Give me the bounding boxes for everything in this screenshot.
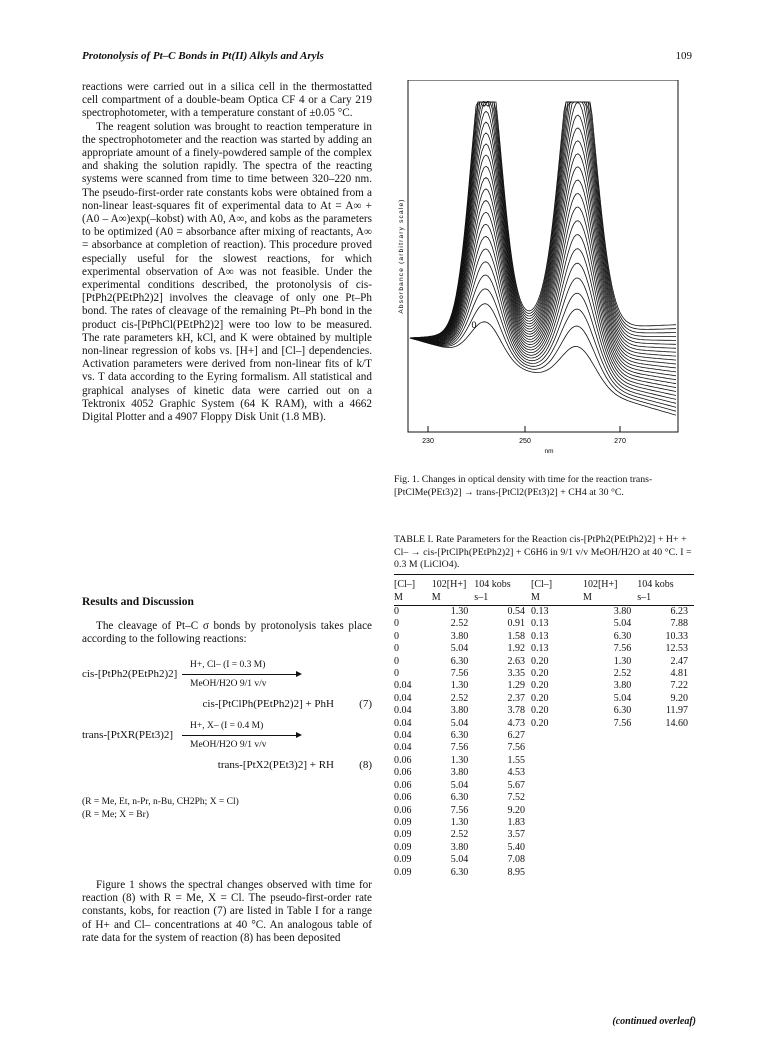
table-cell: 7.56 [507,742,525,754]
unit-3: s–1 [474,592,531,606]
table-cell: 3.57 [507,829,525,841]
table-cell [637,792,694,804]
table-cell: 6.30 [450,866,469,878]
table-cell [531,867,583,879]
table-cell: 0.04 [394,680,412,692]
table-cell: 0.09 [394,816,412,828]
reaction-8-product: trans-[PtX2(PEt3)2] + RH [217,759,334,771]
table-cell [531,854,583,866]
table-cell: 3.80 [613,606,632,617]
unit-2: M [432,592,475,606]
table-cell: 5.04 [450,717,469,729]
table-cell: 2.37 [507,692,525,704]
table-row [394,643,694,655]
table-cell: 6.30 [450,655,469,667]
table-cell: 2.52 [450,692,469,704]
table-cell: 0.06 [394,767,412,779]
table-cell: 2.52 [613,668,632,680]
table-cell: 0.13 [530,643,549,655]
table-cell: 3.80 [450,767,469,779]
table-cell: 5.04 [450,854,469,866]
tick-label-230: 230 [422,438,434,445]
tick-label-270: 270 [614,438,626,445]
table-cell [531,829,583,841]
intro-paragraph-1: reactions were carried out in a silica cell in the thermostatted cell compartment of a double-beam Optica CF 4 or a Cary 219 spectrophotometer, with a temperature constant of ±0.05 °C. [82,81,372,120]
final-paragraph: Figure 1 shows the spectral changes observed with time for reaction (8) with R = Me, X = Cl. The pseudo-first-order rate constants, kobs, for reaction (7) are listed in Table I for a range of H+ and Cl– concentrations at 40 °C. An analogous table of rate data for the system of reaction (8) has been deposited [82,879,372,944]
col-header-cl-1: [Cl–] [394,575,432,593]
tick-label-250: 250 [519,438,531,445]
table-cell [637,755,694,767]
table-cell: 1.30 [450,754,469,766]
table-cell: 7.56 [450,668,469,680]
reaction-7-reactant: cis-[PtPh2(PEtPh2)2] [82,668,178,680]
table-cell [531,730,583,742]
zero-label: 0 [471,320,477,330]
infinity-label: ∞ [480,96,492,112]
table-cell [583,854,637,866]
continued-note: (continued overleaf) [612,1016,696,1027]
figure-1 [394,80,694,464]
table-cell: 6.30 [613,705,632,717]
table-cell: 0 [394,630,399,642]
table-row [394,854,694,866]
figure-caption: Fig. 1. Changes in optical density with time for the reaction trans-[PtClMe(PEt3)2] → trans-[PtCl2(PEt3)2] + CH4 at 30 °C. [394,474,653,498]
table-row [394,718,694,730]
plot-frame [408,80,678,432]
col-header-kobs-1: 104 kobs [474,575,531,593]
results-paragraph: The cleavage of Pt–C σ bonds by protonolysis takes place according to the following reactions: [82,620,372,646]
table-cell: 1.30 [450,606,469,617]
table-cell: 0.20 [530,717,549,729]
table-cell: 1.58 [507,630,525,642]
table-cell: 0 [394,668,399,680]
table-row [394,792,694,804]
table-cell: 0.20 [530,680,549,692]
table-cell: 1.30 [450,816,469,828]
table-cell: 4.81 [670,668,688,680]
col-header-cl-2: [Cl–] [531,575,583,593]
x-axis-label: nm [544,448,554,455]
table-cell: 0.04 [394,742,412,754]
table-cell: 5.04 [450,779,469,791]
table-cell: 7.52 [507,792,525,804]
table-cell: 0.04 [394,717,412,729]
table-cell: 14.60 [665,717,688,729]
table-cell: 2.52 [450,829,469,841]
table-row [394,618,694,630]
table-row [394,656,694,668]
table-cell [637,867,694,879]
table-cell: 1.30 [613,655,632,667]
table-cell: 5.04 [613,618,632,630]
spectrum-curve [410,102,676,344]
table-cell: 1.83 [507,816,525,828]
table-cell: 3.78 [507,705,525,717]
table-cell: 6.23 [670,606,688,617]
table-cell: 0.09 [394,841,412,853]
table-row [394,742,694,754]
table-cell [637,730,694,742]
table-cell: 1.55 [507,754,525,766]
reaction-7-conditions-below: MeOH/H2O 9/1 v/v [190,679,267,689]
table-cell [531,742,583,754]
table-cell [637,805,694,817]
reaction-8-arrow [182,735,300,736]
table-cell: 0 [394,643,399,655]
table-cell [583,792,637,804]
table-cell: 7.56 [450,804,469,816]
reaction-8-conditions-below: MeOH/H2O 9/1 v/v [190,740,267,750]
table-cell [583,742,637,754]
table-row [394,606,694,619]
running-header [82,50,692,66]
table-cell: 0.20 [530,705,549,717]
col-header-h-1: 102[H+] [432,575,475,593]
table-cell [583,730,637,742]
spectrum-curve [410,102,676,348]
table-cell: 2.47 [670,655,688,667]
table-row [394,755,694,767]
table-cell: 0 [394,655,399,667]
table-cell [531,767,583,779]
table-cell: 7.56 [450,742,469,754]
table-row [394,693,694,705]
table-cell: 9.20 [507,804,525,816]
table-cell: 0.20 [530,655,549,667]
final-text [82,879,372,945]
table-cell: 5.67 [507,779,525,791]
table-row [394,705,694,717]
reaction-8-reactant: trans-[PtXR(PEt3)2] [82,729,174,741]
table-cell [637,780,694,792]
table-cell: 0.20 [530,668,549,680]
table-cell: 7.22 [670,680,688,692]
table-row [394,730,694,742]
table-cell [583,780,637,792]
table-cell: 7.88 [670,618,688,630]
table-cell [637,854,694,866]
spectra-curves [410,102,676,415]
running-head-title: Protonolysis of Pt–C Bonds in Pt(II) Alkyls and Aryls [82,50,324,62]
table-cell: 0.13 [530,618,549,630]
table-row [394,867,694,879]
table-cell: 0.04 [394,730,412,742]
table-cell [583,767,637,779]
reaction-7-arrow [182,674,300,675]
rate-table [394,574,694,879]
unit-1: M [394,592,432,606]
table-cell [583,867,637,879]
table-row [394,805,694,817]
table-cell [637,817,694,829]
table-cell [583,805,637,817]
table-cell: 0.54 [507,606,525,617]
table-cell: 6.30 [450,730,469,742]
table-cell: 0.20 [530,692,549,704]
table-cell: 1.92 [507,643,525,655]
table-cell [531,780,583,792]
table-cell [583,755,637,767]
table-cell: 1.30 [450,680,469,692]
table-cell [531,792,583,804]
table-cell: 3.80 [450,841,469,853]
table-cell [531,805,583,817]
col-header-h-2: 102[H+] [583,575,637,593]
table-cell: 0 [394,606,399,617]
table-cell: 7.56 [613,643,632,655]
table-cell: 0.04 [394,692,412,704]
reaction-8-conditions-above: H+, X– (I = 0.4 M) [190,721,264,731]
table-cell: 12.53 [665,643,688,655]
table-cell: 0.06 [394,779,412,791]
reaction-7-product: cis-[PtClPh(PEtPh2)2] + PhH [202,698,334,710]
reaction-7-number: (7) [359,698,372,710]
table-cell: 3.80 [450,705,469,717]
page-number: 109 [675,50,692,62]
table-cell: 11.97 [665,705,688,717]
reaction-7 [82,660,372,710]
table-cell: 4.53 [507,767,525,779]
table-cell: 0.09 [394,854,412,866]
table-cell: 3.80 [450,630,469,642]
table-cell: 1.29 [507,680,525,692]
col-header-kobs-2: 104 kobs [637,575,694,593]
table-cell: 5.04 [613,692,632,704]
unit-6: s–1 [637,592,694,606]
table-cell [583,817,637,829]
table-cell [531,842,583,854]
table-cell: 6.30 [450,792,469,804]
unit-4: M [531,592,583,606]
intro-paragraph-2: The reagent solution was brought to reaction temperature in the spectrophotometer and the reaction was started by adding an appropriate amount of a finely-powdered sample of the complex and shaking the solution rapidly. The spectra of the reacting systems were scanned from time to time between 320–220 nm. The pseudo-first-order rate constants kobs were obtained from a non-linear least-squares fit of experimental data to At = A∞ + (A0 – A∞)exp(–kobst) with A0, A∞, and kobs as the parameters to be optimized (A0 = absorbance after mixing of reactants, A∞ = absorbance at completion of reaction). This procedure proved especially useful for the slowest reactions, for which experimental observation of A∞ was not feasible. Under the experimental conditions described, the protonolysis of cis-[PtPh2(PEtPh2)2] involves the cleavage of only one Pt–Ph bond. The rates of cleavage of the remaining Pt–Ph bond in the product cis-[PtPhCl(PEtPh2)2] were too low to be measured. The rate parameters kH, kCl, and K were obtained by multiple non-linear regression of kobs vs. [H+] and [Cl–] dependencies. Activation parameters were derived from non-linear fits of k/T vs. T data according to the Eyring formalism. All statistical and graphical analyses of kinetic data were carried out on a Tektronix 4052 Graphic System (64 K RAM), with a 4662 Digital Plotter and a 4907 Floppy Disk Unit (1.8 MB). [82,120,372,424]
unit-5: M [583,592,637,606]
condition-line-1: (R = Me, Et, n-Pr, n-Bu, CH2Ph; X = Cl) [82,797,239,807]
table-row [394,668,694,680]
table-row [394,780,694,792]
table-row [394,680,694,692]
table-cell [637,829,694,841]
table-cell: 0.06 [394,804,412,816]
table-cell: 9.20 [670,692,688,704]
table-cell: 2.52 [450,618,469,630]
table-cell: 7.08 [507,854,525,866]
table-cell: 3.80 [613,680,632,692]
table-cell: 0.06 [394,754,412,766]
table-row [394,829,694,841]
table-caption: TABLE I. Rate Parameters for the Reaction cis-[PtPh2(PEtPh2)2] + H+ + Cl– → cis-[PtClPh(PEtPh2)2] + C6H6 in 9/1 v/v MeOH/H2O at 40 °C. I = 0.3 M (LiClO4). [394,534,692,570]
table-cell [583,829,637,841]
table-cell: 2.63 [507,655,525,667]
table-cell: 0.04 [394,705,412,717]
table-cell [583,842,637,854]
table-cell: 0.09 [394,866,412,878]
table-cell [637,842,694,854]
table-cell: 4.73 [507,717,525,729]
table-cell: 0.09 [394,829,412,841]
table-cell: 0.06 [394,792,412,804]
table-cell [531,817,583,829]
y-axis-label: Absorbance (arbitrary scale) [398,198,405,314]
table-cell [531,755,583,767]
table-row [394,842,694,854]
table-row [394,767,694,779]
table-cell: 0 [394,618,399,630]
section-title: Results and Discussion [82,596,194,608]
reaction-8 [82,721,372,773]
table-cell: 6.30 [613,630,632,642]
table-row [394,631,694,643]
table-cell: 5.04 [450,643,469,655]
intro-text [82,81,372,424]
table-cell: 0.13 [530,630,549,642]
table-cell: 6.27 [507,730,525,742]
reaction-8-number: (8) [359,759,372,771]
table-cell: 5.40 [507,841,525,853]
table-row [394,817,694,829]
table-cell: 0.91 [507,618,525,630]
table-cell: 8.95 [507,866,525,878]
table-cell [637,767,694,779]
reaction-7-conditions-above: H+, Cl– (I = 0.3 M) [190,660,266,670]
results-text [82,620,372,646]
table-cell: 3.35 [507,668,525,680]
table-cell: 7.56 [613,717,632,729]
spectra-plot [394,80,694,464]
table-cell: 0.13 [530,606,549,617]
condition-line-2: (R = Me; X = Br) [82,810,149,820]
table-cell: 10.33 [665,630,688,642]
table-cell [637,742,694,754]
